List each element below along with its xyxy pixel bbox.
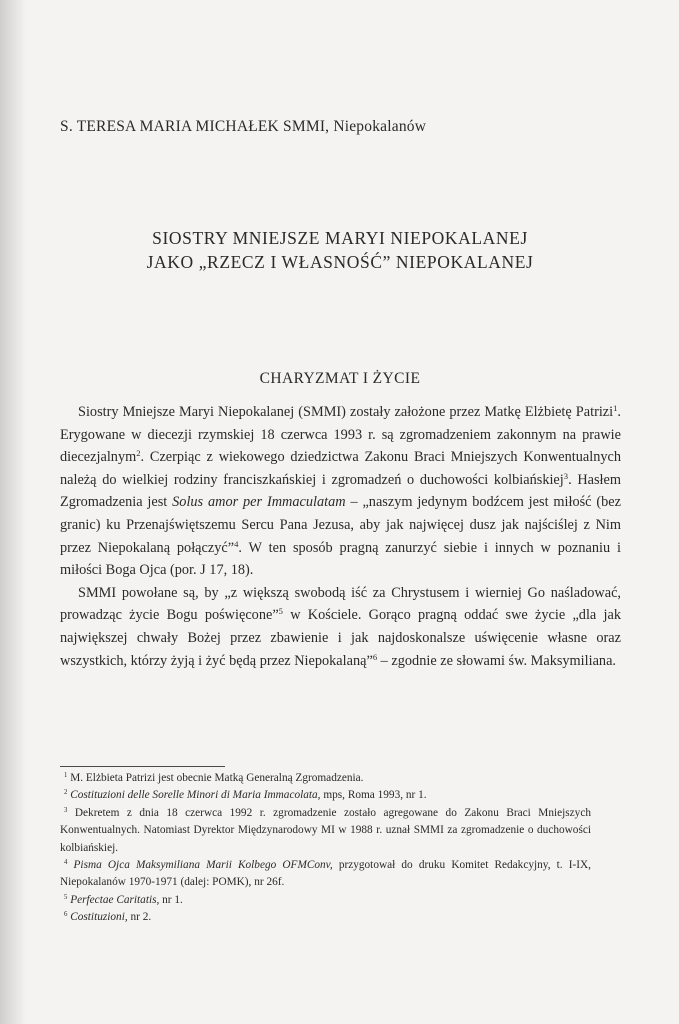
paragraph-1-segment: Siostry Mniejsze Maryi Niepokalanej (SMMI) zostały założone przez Matkę Elżbietę Patrizi <box>78 404 614 420</box>
footnote-4 <box>60 857 591 892</box>
paragraph-2-segment: SMMI powołane są, by „z większą swobodą iść za Chrystusem i wierniej Go naśladować, prowadząc życie Bogu poświęcone” <box>60 584 621 624</box>
paragraph-1-segment: – „naszym jedynym bodźcem jest miłość (bez granic) ku Przenajświętszemu Sercu Pana Jezusa, aby jak najwięcej dusz jak najściślej z Nim przez Niepokalaną połączyć” <box>60 494 621 556</box>
footnote-1 <box>60 770 591 787</box>
footnote-text: przygotował do druku Komitet Redakcyjny, t. I-IX, Niepokalanów 1970-1971 (dalej: POMK), nr 26f. <box>60 859 592 889</box>
footnotes <box>60 770 591 927</box>
footnote-5 <box>60 892 591 909</box>
motto-text: Solus amor per Immaculatam <box>172 494 346 511</box>
body-text <box>60 401 621 672</box>
footnote-title: Costituzioni, <box>70 911 128 924</box>
paragraph-1-segment: . Hasłem Zgromadzenia jest <box>60 471 621 511</box>
footnote-ref-3: 3 <box>563 470 569 481</box>
footnote-number: 1 <box>64 772 68 779</box>
footnote-text: mps, Roma 1993, nr 1. <box>320 789 427 802</box>
footnote-text: nr 1. <box>159 893 183 906</box>
footnote-ref-1: 1 <box>613 403 618 413</box>
footnote-ref-4: 4 <box>234 538 239 549</box>
article-title <box>60 226 620 274</box>
footnote-text: Dekretem z dnia 18 czerwca 1992 r. zgromadzenie zostało agregowane do Zakonu Braci Mniejszych Konwentualnych. Natomiast Dyrektor Międzynarodowy MI w 1988 r. uznał SMMI za zgromadzenie o duchowości kolbiańskiej. <box>60 806 591 854</box>
footnote-title: Perfectae Caritatis, <box>70 893 160 906</box>
footnote-ref-2: 2 <box>136 448 141 459</box>
author-line: S. TERESA MARIA MICHAŁEK SMMI, Niepokalanów <box>60 118 427 135</box>
footnote-ref-5: 5 <box>278 606 283 617</box>
paragraph-1-segment: . Czerpiąc z wiekowego dziedzictwa Zakonu Braci Mniejszych Konwentualnych należą do wielkiej rodziny franciszkańskiej i zgromadzeń o duchowości kolbiańskiej <box>60 449 621 488</box>
section-heading: CHARYZMAT I ŻYCIE <box>259 370 421 387</box>
paragraph-1 <box>60 401 621 582</box>
footnote-title: Pisma Ojca Maksymiliana Marii Kolbego OFMConv, <box>73 859 333 872</box>
footnote-text: M. Elżbieta Patrizi jest obecnie Matką Generalną Zgromadzenia. <box>67 772 364 784</box>
paragraph-2-segment: – zgodnie ze słowami św. Maksymiliana. <box>377 652 617 669</box>
footnote-number: 4 <box>64 859 68 867</box>
paragraph-2 <box>60 582 621 672</box>
footnote-divider <box>60 766 225 767</box>
footnote-number: 3 <box>64 806 68 814</box>
footnote-ref-6: 6 <box>372 651 378 662</box>
footnote-text: nr 2. <box>127 911 152 924</box>
footnote-6 <box>60 909 591 926</box>
footnote-title: Costituzioni delle Sorelle Minori di Maria Immacolata, <box>70 789 321 802</box>
footnote-2 <box>60 787 591 804</box>
title-line-2: JAKO „RZECZ I WŁASNOŚĆ” NIEPOKALANEJ <box>146 252 534 272</box>
title-line-1: SIOSTRY MNIEJSZE MARYI NIEPOKALANEJ <box>152 228 528 248</box>
paragraph-1-segment: . Erygowane w diecezji rzymskiej 18 czerwca 1993 r. są zgromadzeniem zakonnym na prawie diecezjalnym <box>60 404 621 466</box>
paragraph-1-segment: . W ten sposób pragną zanurzyć siebie i innych w poznaniu i miłości Boga Ojca (por. J 17, 18). <box>60 539 621 579</box>
footnote-number: 2 <box>64 789 68 797</box>
footnote-3 <box>60 805 591 857</box>
paragraph-2-segment: w Kościele. Gorąco pragną oddać swe życie „dla jak największej chwały Bożej przez zbawienie i jak najdoskonalsze uświęcenie własne oraz wszystkich, którzy żyją i żyć będą przez Niepokalaną” <box>60 607 621 669</box>
binding-shadow <box>0 0 26 1024</box>
footnote-number: 6 <box>64 911 68 919</box>
footnote-number: 5 <box>64 893 68 901</box>
